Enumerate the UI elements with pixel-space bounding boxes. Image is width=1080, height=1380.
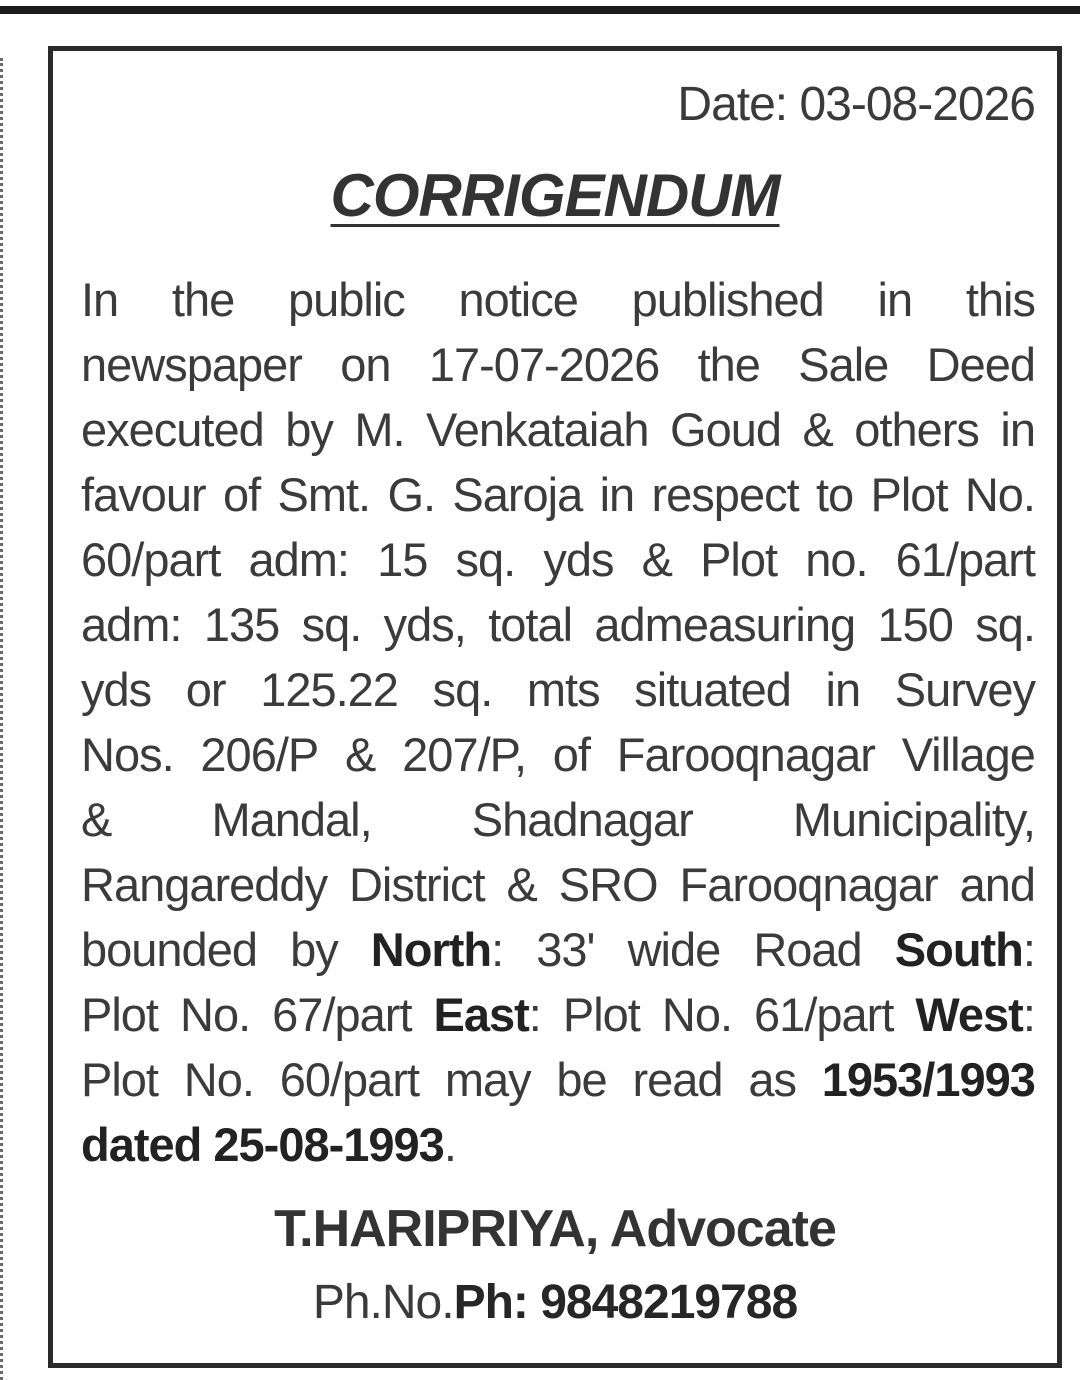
word: by: [290, 923, 338, 976]
word: Village: [901, 728, 1035, 781]
body-line-12: [81, 982, 1035, 1047]
word: &: [345, 728, 376, 781]
word: others: [854, 403, 979, 456]
word: Rangareddy: [81, 858, 328, 911]
word: Venkataiah: [425, 403, 649, 456]
body-line-5: [81, 527, 1035, 592]
word: SRO: [558, 858, 658, 911]
word: M.: [354, 403, 405, 456]
advocate-signature: T.HARIPRIYA, Advocate: [274, 1200, 836, 1258]
word: of: [552, 728, 590, 781]
word: No.: [964, 468, 1035, 521]
word: sq.: [301, 598, 362, 651]
word: No.: [183, 1053, 254, 1106]
word: Plot: [700, 533, 778, 586]
word: newspaper: [81, 338, 302, 391]
north-boundary: [371, 917, 503, 982]
word: bounded: [81, 923, 257, 976]
word: yds: [543, 533, 614, 586]
word: situated: [634, 663, 791, 716]
word: Shadnagar: [471, 793, 693, 846]
word: Goud: [670, 403, 782, 456]
word: in: [1000, 403, 1035, 456]
word: in: [825, 663, 861, 716]
word: wide: [627, 923, 721, 976]
notice-title-text: CORRIGENDUM: [330, 162, 780, 229]
word: 150: [877, 598, 953, 651]
word: mts: [526, 663, 600, 716]
body-line-3: [81, 397, 1035, 462]
word: yds: [81, 663, 152, 716]
word: adm:: [81, 598, 182, 651]
word: Farooqnagar: [616, 728, 875, 781]
word: read: [632, 1053, 723, 1106]
word: 61/part: [895, 533, 1035, 586]
word: Plot: [562, 988, 640, 1041]
word: in: [599, 468, 635, 521]
south-label: South: [894, 923, 1023, 976]
word: Deed: [926, 338, 1035, 391]
word: Saroja: [452, 468, 583, 521]
south-boundary: [895, 917, 1035, 982]
notice-title: [53, 161, 1057, 230]
word: &: [506, 858, 537, 911]
word: &: [802, 403, 833, 456]
word: by: [285, 403, 333, 456]
word: admeasuring: [594, 598, 856, 651]
column-separator-dotted: [0, 58, 3, 1380]
body-line-14: [81, 1112, 1035, 1177]
body-line-7: [81, 657, 1035, 722]
body-line-9: [81, 787, 1035, 852]
word: 206/P: [200, 728, 319, 781]
word: this: [965, 273, 1035, 326]
full-stop: .: [443, 1118, 456, 1171]
word: 135: [203, 598, 280, 651]
word: executed: [81, 403, 264, 456]
word: &: [81, 793, 112, 846]
phone-prefix: Ph.No.: [312, 1276, 454, 1329]
word: sq.: [432, 663, 493, 716]
east-label: East: [433, 988, 529, 1041]
west-boundary: [915, 982, 1035, 1047]
body-line-10: [81, 852, 1035, 917]
word: Municipality,: [792, 793, 1035, 846]
word: public: [287, 273, 405, 326]
word: Smt.: [277, 468, 371, 521]
word: 33': [536, 923, 595, 976]
colon: :: [491, 923, 504, 976]
body-line-4: [81, 462, 1035, 527]
word: no.: [805, 533, 868, 586]
colon: :: [1022, 988, 1035, 1041]
word: 60/part: [279, 1053, 420, 1106]
advocate-phone: [53, 1275, 1057, 1330]
body-line-6: [81, 592, 1035, 657]
word: Farooqnagar: [679, 858, 938, 911]
body-line-1: [81, 267, 1035, 332]
word: Sale: [798, 338, 889, 391]
corrigendum-notice-box: [48, 46, 1062, 1368]
word: to: [815, 468, 854, 521]
body-line-8: [81, 722, 1035, 787]
corrected-document-number: 1953/1993: [821, 1053, 1035, 1106]
word: adm:: [248, 533, 349, 586]
word: favour: [81, 468, 206, 521]
word: District: [348, 858, 485, 911]
top-column-rule: [0, 6, 1080, 14]
word: Survey: [894, 663, 1035, 716]
notice-body: [81, 267, 1035, 1177]
word: 125.22: [260, 663, 398, 716]
word: Road: [753, 923, 862, 976]
word: Plot: [870, 468, 948, 521]
word: Plot: [81, 988, 158, 1041]
word: Nos.: [81, 728, 174, 781]
word: on: [340, 338, 391, 391]
word: sq.: [975, 598, 1035, 651]
word: and: [959, 858, 1035, 911]
word: published: [631, 273, 824, 326]
word: 61/part: [754, 988, 894, 1041]
word: in: [877, 273, 913, 326]
word: as: [748, 1053, 796, 1106]
publication-date: 17-07-2026: [428, 338, 660, 391]
word: No.: [180, 988, 251, 1041]
word: Mandal,: [211, 793, 372, 846]
word: 60/part: [81, 533, 221, 586]
corrected-document-date: dated 25-08-1993: [81, 1118, 444, 1171]
word: &: [641, 533, 672, 586]
word: No.: [661, 988, 733, 1041]
west-label: West: [915, 988, 1023, 1041]
word: the: [697, 338, 760, 391]
word: respect: [651, 468, 799, 521]
word: 15: [377, 533, 428, 586]
word: In: [81, 273, 119, 326]
word: G.: [387, 468, 436, 521]
word: Plot: [81, 1053, 158, 1106]
body-line-11: [81, 917, 1035, 982]
notice-date: Date: 03-08-2026: [677, 78, 1035, 131]
word: 207/P,: [402, 728, 526, 781]
east-boundary: [434, 982, 541, 1047]
word: notice: [458, 273, 578, 326]
word: be: [556, 1053, 607, 1106]
north-label: North: [370, 923, 492, 976]
word: the: [171, 273, 235, 326]
word: 67/part: [272, 988, 412, 1041]
word: or: [185, 663, 226, 716]
word: yds,: [383, 598, 466, 651]
word: of: [222, 468, 261, 521]
body-line-13: [81, 1047, 1035, 1112]
word: total: [488, 598, 573, 651]
phone-number: Ph: 9848219788: [453, 1276, 798, 1329]
colon: :: [528, 988, 541, 1041]
colon: :: [1022, 923, 1035, 976]
word: may: [444, 1053, 531, 1106]
word: sq.: [455, 533, 516, 586]
body-line-2: [81, 332, 1035, 397]
